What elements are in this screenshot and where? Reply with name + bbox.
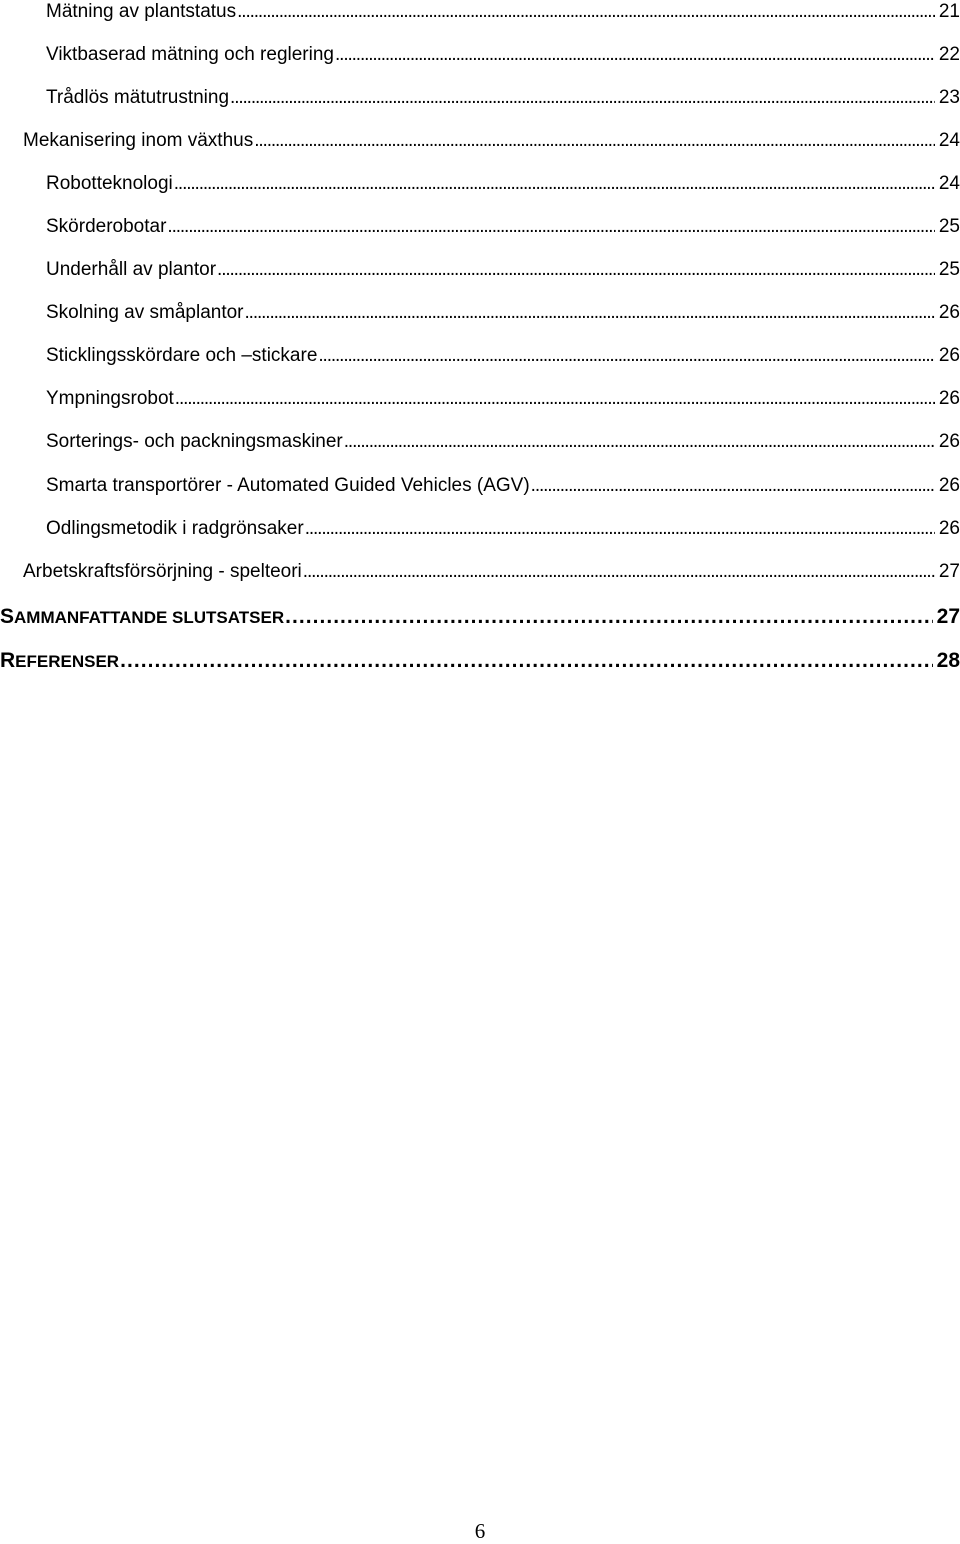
toc-entry-page: 25 — [938, 216, 960, 237]
toc-leader-dots — [305, 517, 935, 541]
toc-entry-title: Odlingsmetodik i radgrönsaker — [46, 518, 304, 539]
toc-chapter-entry[interactable] — [0, 604, 960, 630]
toc-entry[interactable] — [46, 430, 960, 454]
toc-leader-dots — [335, 43, 935, 67]
toc-chapter-title-rest: AMMANFATTANDE SLUTSATSER — [14, 608, 285, 627]
toc-leader-dots — [167, 215, 934, 239]
toc-entry[interactable] — [23, 129, 960, 153]
toc-leader-dots — [318, 344, 934, 368]
toc-entry[interactable] — [23, 560, 960, 584]
toc-chapter-page: 27 — [936, 605, 960, 628]
toc-entry-page: 27 — [938, 561, 960, 582]
toc-entry-page: 26 — [938, 475, 960, 496]
toc-entry[interactable] — [46, 258, 960, 282]
toc-entry-title: Underhåll av plantor — [46, 259, 217, 280]
toc-leader-dots — [230, 86, 935, 110]
toc-entry-title: Mätning av plantstatus — [46, 1, 237, 22]
toc-leader-dots — [175, 387, 935, 411]
toc-entry[interactable] — [46, 215, 960, 239]
toc-entry-page: 24 — [938, 130, 960, 151]
toc-entry-page: 23 — [938, 87, 960, 108]
toc-chapter-title-initial: R — [0, 649, 16, 672]
toc-entry-title: Trådlös mätutrustning — [46, 87, 230, 108]
toc-entry-title: Skolning av småplantor — [46, 302, 244, 323]
toc-chapter-entry[interactable] — [0, 648, 960, 674]
toc-leader-dots — [237, 0, 935, 24]
toc-leader-dots — [285, 604, 933, 630]
toc-entry[interactable] — [46, 344, 960, 368]
toc-entry-title: Sticklingsskördare och –stickare — [46, 345, 318, 366]
toc-entry-title: Skörderobotar — [46, 216, 167, 237]
toc-entry[interactable] — [46, 172, 960, 196]
toc-entry-page: 26 — [938, 518, 960, 539]
toc-entry-page: 21 — [938, 1, 960, 22]
toc-chapter-title — [0, 648, 119, 675]
toc-entry[interactable] — [46, 0, 960, 24]
toc-entry-title: Ympningsrobot — [46, 388, 174, 409]
toc-entry[interactable] — [46, 301, 960, 325]
toc-entry-page: 26 — [938, 388, 960, 409]
toc-entry-page: 24 — [938, 173, 960, 194]
toc-leader-dots — [531, 474, 935, 498]
toc-leader-dots — [254, 129, 935, 153]
toc-leader-dots — [217, 258, 935, 282]
toc-entry[interactable] — [46, 517, 960, 541]
toc-leader-dots — [120, 648, 933, 674]
toc-chapter-title — [0, 604, 284, 631]
toc-entry-title: Sorterings- och packningsmaskiner — [46, 431, 343, 452]
toc-entry-page: 26 — [938, 302, 960, 323]
toc-chapter-page: 28 — [936, 649, 960, 672]
toc-leader-dots — [303, 560, 935, 584]
toc-leader-dots — [344, 430, 935, 454]
toc-entry-title: Mekanisering inom växthus — [23, 130, 254, 151]
toc-leader-dots — [174, 172, 935, 196]
toc-entry-title: Robotteknologi — [46, 173, 173, 194]
toc-chapter-title-initial: S — [0, 605, 15, 628]
page-number: 6 — [474, 1519, 486, 1543]
toc-entry-page: 26 — [938, 345, 960, 366]
toc-entry[interactable] — [46, 474, 960, 498]
toc-entry-page: 26 — [938, 431, 960, 452]
toc-entry[interactable] — [46, 387, 960, 411]
toc-entry-title: Smarta transportörer - Automated Guided Vehicles (AGV) — [46, 475, 530, 496]
toc-entry-title: Viktbaserad mätning och reglering — [46, 44, 334, 65]
toc-entry-page: 22 — [938, 44, 960, 65]
toc-entry-page: 25 — [938, 259, 960, 280]
toc-entry-title: Arbetskraftsförsörjning - spelteori — [23, 561, 302, 582]
toc-entry[interactable] — [46, 86, 960, 110]
toc-entry[interactable] — [46, 43, 960, 67]
toc-chapter-title-rest: EFERENSER — [15, 652, 120, 671]
toc-leader-dots — [245, 301, 935, 325]
